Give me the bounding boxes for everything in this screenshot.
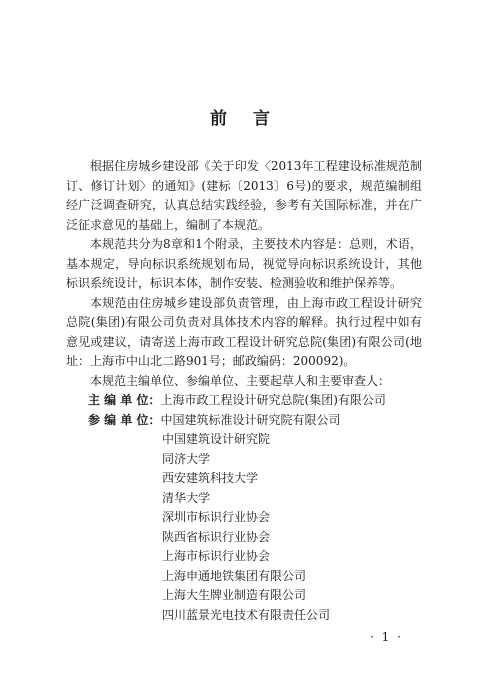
participating-unit: 清华大学 [162,490,211,505]
paragraph-units-intro: 本规范主编单位、参编单位、主要起草人和主要审查人： [90,373,391,388]
participating-unit: 中国建筑设计研究院 [162,432,271,446]
participating-units-list [66,430,422,625]
participating-unit: 上海大生牌业制造有限公司 [162,588,307,602]
participating-unit: 深圳市标识行业协会 [162,510,271,524]
participating-unit: 陕西省标识行业协会 [162,529,271,544]
chief-unit-value: 上海市政工程设计研究总院(集团)有限公司 [160,393,386,407]
paragraph-management: 本规范由住房城乡建设部负责管理，由上海市政工程设计研究总院(集团)有限公司负责对具体技术内容的解释。执行过程中如有意见或建议，请寄送上海市政工程设计研究总院(集团)有限公司(地址：上海市中山北二路901号；邮政编码：200092)。 [66,295,422,368]
participating-unit: 西安建筑科技大学 [162,471,259,485]
participating-unit: 同济大学 [162,451,211,466]
participating-unit: 上海申通地铁集团有限公司 [162,568,307,583]
participating-unit-first: 中国建筑标准设计研究院有限公司 [160,412,341,427]
chief-unit-row [66,391,422,411]
page-title: 前言 [210,109,296,129]
participating-units-row [66,411,422,431]
chief-unit-label: 主 编 单 位： [88,393,161,407]
page-number: · 1 · [370,630,403,644]
participating-unit: 四川蓝景光电技术有限责任公司 [162,607,331,622]
paragraph-basis: 根据住房城乡建设部《关于印发〈2013年工程建设标准规范制订、修订计划〉的通知》(建标〔2013〕6号)的要求，规范编制组经广泛调查研究，认真总结实践经验，参考有关国际标准，并在广泛征求意见的基础上，编制了本规范。 [66,159,422,232]
preface-body [66,157,422,625]
participating-unit: 上海市标识行业协会 [162,549,271,563]
participating-units-label: 参 编 单 位： [88,412,161,427]
paragraph-contents: 本规范共分为8章和1个附录，主要技术内容是：总则，术语，基本规定，导向标识系统规划布局，视觉导向标识系统设计，其他标识系统设计，标识本体，制作安装、检测验收和维护保养等。 [66,237,422,290]
